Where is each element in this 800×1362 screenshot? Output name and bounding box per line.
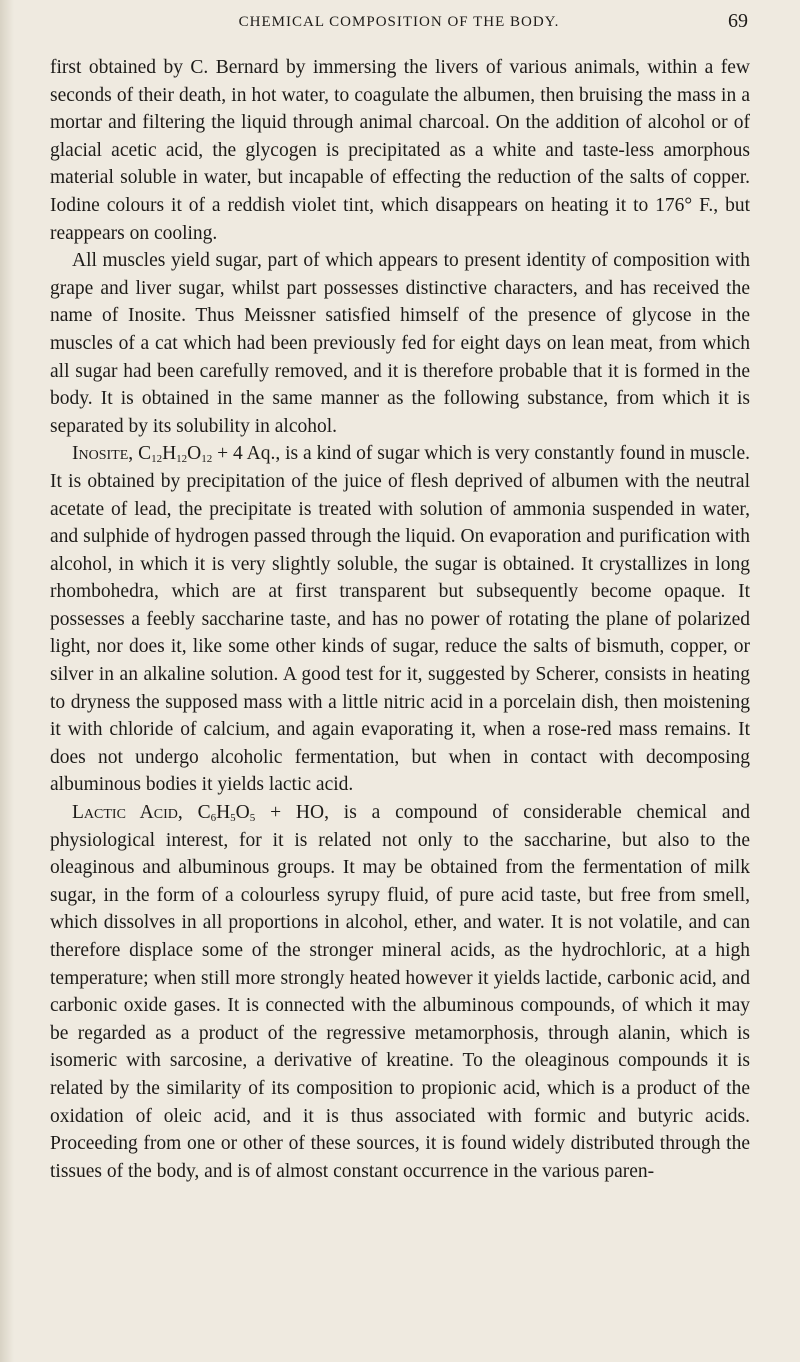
body-text [50,54,750,1185]
lactic-acid-term: Lactic Acid, [72,802,183,824]
page-header [50,8,748,36]
paragraph-lactic-acid [50,799,750,1185]
inosite-term: Inosite, [72,443,134,465]
paragraph-muscle-sugar: All muscles yield sugar, part of which appears to present identity of composition with grape and liver sugar, whilst part possesses distinctive characters, and has received the name of Inosite. Thus Meissner satisfied himself of the presence of glycose in the muscles of a cat which had been previously fed for eight days on lean meat, from which all sugar had been carefully removed, and it is therefore probable that it is formed in the body. It is obtained in the same manner as the following substance, from which it is separated by its solubility in alcohol. [50,250,750,437]
inosite-formula: $C_{12}H_{12}O_{12} + 4$ Aq., [138,443,281,466]
page-binding-edge [0,0,14,1362]
lactic-acid-formula: $C_6H_5O_5$ + HO, [197,802,329,825]
paragraph-glycogen: first obtained by C. Bernard by immersing the livers of various animals, within a few seconds of their death, in hot water, to coagulate the albumen, then bruising the mass in a mortar and filtering the liquid through animal charcoal. On the addition of alcohol or of glacial acetic acid, the glycogen is precipitated as a white and taste-less amorphous material soluble in water, but incapable of effecting the reduction of the salts of copper. Iodine colours it of a reddish violet tint, which disappears on heating it to 176° F., but reappears on cooling. [50,57,750,244]
lactic-acid-text: is a compound of considerable chemical and physiological interest, for it is related not only to the saccharine, but also to the oleaginous and albuminous groups. It may be obtained from the fermentation of milk sugar, in the form of a colourless syrupy fluid, of pure acid taste, but free from smell, which dissolves in all proportions in alcohol, ether, and water. It is not volatile, and can therefore displace some of the stronger mineral acids, as the hydrochloric, at a high temperature; when still more strongly heated however it yields lactide, carbonic acid, and carbonic oxide gases. It is connected with the albuminous compounds, of which it may be regarded as a product of the regressive metamorphosis, through alanin, which is isomeric with sarcosine, a derivative of kreatine. To the oleaginous compounds it is related by the similarity of its composition to propionic acid, which is a product of the oxidation of oleic acid, and it is thus associated with formic and butyric acids. Proceeding from one or other of these sources, it is found widely distributed through the tissues of the body, and is of almost constant occurrence in the various paren- [50,802,751,1182]
page-number: 69 [728,10,748,32]
paragraph-inosite [50,440,750,799]
running-title: CHEMICAL COMPOSITION OF THE BODY. [238,14,560,30]
inosite-text: is a kind of sugar which is very constantly found in muscle. It is obtained by precipitation of the juice of flesh deprived of albumen with the neutral acetate of lead, the precipitate is treated with solution of ammonia suspended in water, and sulphide of hydrogen passed through the liquid. On evaporation and purification with alcohol, in which it is very slightly soluble, the sugar is obtained. It crystallizes in long rhombohedra, which are at first transparent but subsequently become opaque. It possesses a feebly saccharine taste, and has no power of rotating the plane of polarized light, nor does it, like some other kinds of sugar, reduce the salts of bismuth, copper, or silver in an alkaline solution. A good test for it, suggested by Scherer, consists in heating to dryness the supposed mass with a little nitric acid in a porcelain dish, then moistening it with chloride of calcium, and again evaporating it, when a rose-red mass remains. It does not undergo alcoholic fermentation, but when in contact with decomposing albuminous bodies it yields lactic acid. [50,443,751,796]
